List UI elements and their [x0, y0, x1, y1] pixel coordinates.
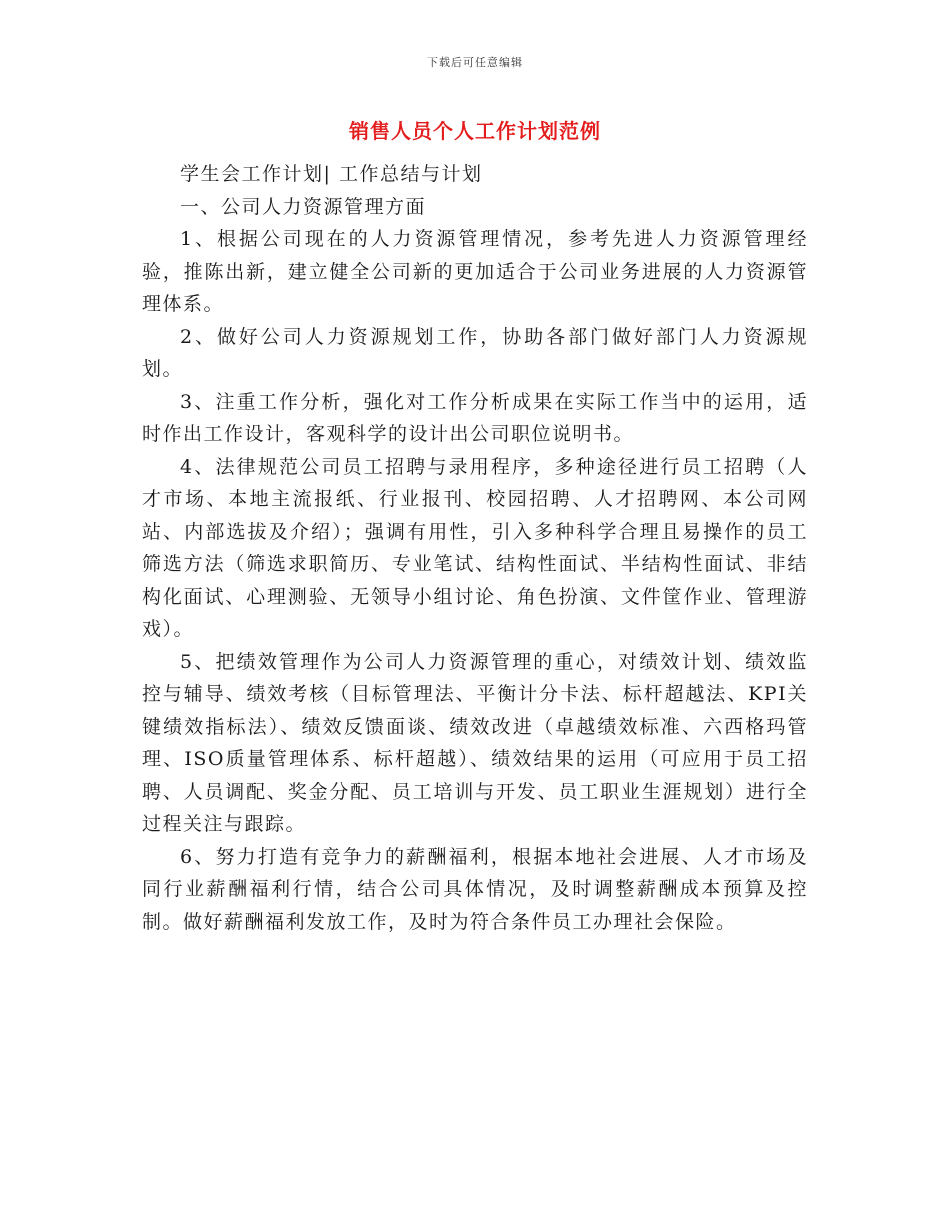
paragraph-subtitle: 学生会工作计划| 工作总结与计划 — [180, 163, 483, 185]
section-heading: 一、公司人力资源管理方面 — [180, 195, 427, 218]
paragraph-item-6: 6、努力打造有竞争力的薪酬福利，根据本地社会进展、人才市场及同行业薪酬福利行情，结合公司具体情况，及时调整薪酬成本预算及控制。做好薪酬福利发放工作，及时为符合条件员工办理社会保险。 — [142, 845, 808, 933]
paragraph-item-4: 4、法律规范公司员工招聘与录用程序，多种途径进行员工招聘（人才市场、本地主流报纸、行业报刊、校园招聘、人才招聘网、本公司网站、内部选拔及介绍）；强调有用性，引入多种科学合理且易操作的员工筛选方法（筛选求职简历、专业笔试、结构性面试、半结构性面试、非结构化面试、心理测验、无领导小组讨论、角色扮演、文件筐作业、管理游戏）。 — [142, 455, 808, 640]
paragraph-item-3: 3、注重工作分析，强化对工作分析成果在实际工作当中的运用，适时作出工作设计，客观科学的设计出公司职位说明书。 — [142, 390, 808, 445]
paragraph-item-5: 5、把绩效管理作为公司人力资源管理的重心，对绩效计划、绩效监控与辅导、绩效考核（目标管理法、平衡计分卡法、标杆超越法、KPI关键绩效指标法）、绩效反馈面谈、绩效改进（卓越绩效标准、六西格玛管理、ISO质量管理体系、标杆超越）、绩效结果的运用（可应用于员工招聘、人员调配、奖金分配、员工培训与开发、员工职业生涯规划）进行全过程关注与跟踪。 — [142, 650, 808, 835]
paragraph-item-2: 2、做好公司人力资源规划工作，协助各部门做好部门人力资源规划。 — [142, 325, 808, 380]
document-title: 销售人员个人工作计划范例 — [349, 119, 601, 143]
header-note: 下载后可任意编辑 — [427, 56, 523, 69]
paragraph-item-1: 1、根据公司现在的人力资源管理情况，参考先进人力资源管理经验，推陈出新，建立健全公司新的更加适合于公司业务进展的人力资源管理体系。 — [142, 228, 808, 315]
document-body — [142, 158, 808, 938]
